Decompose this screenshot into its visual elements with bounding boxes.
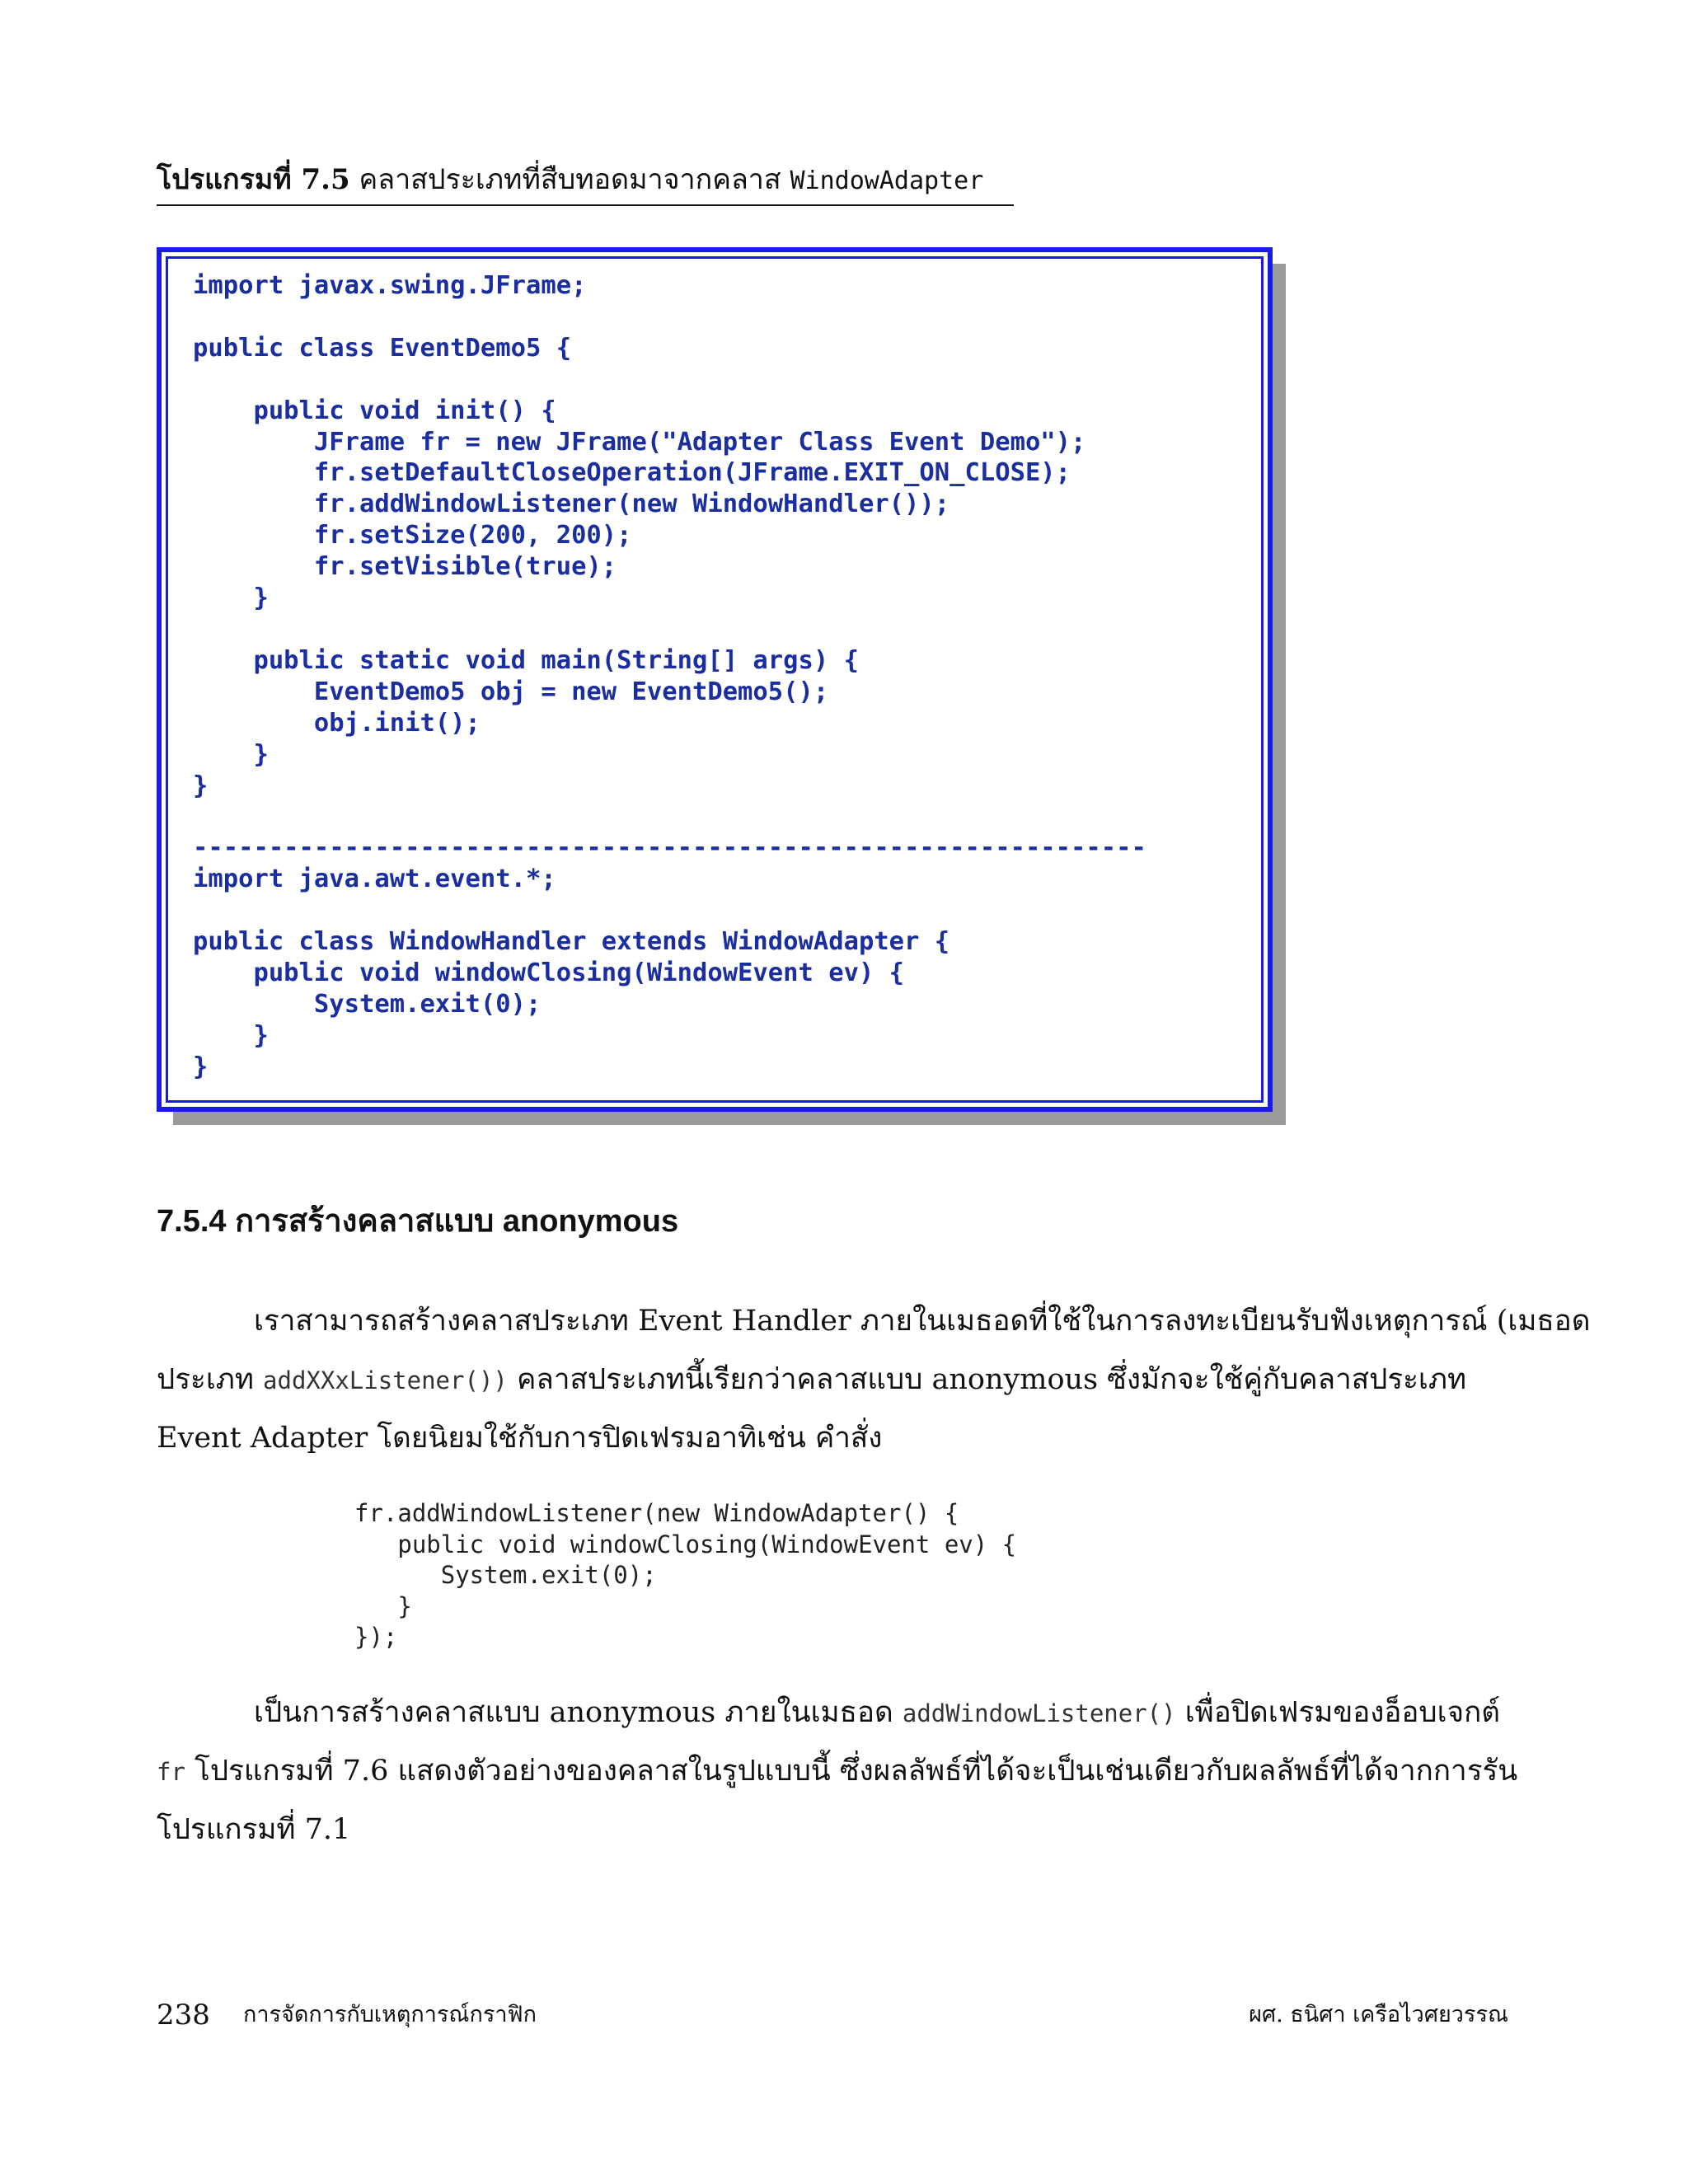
code-line: public static void main(String[] args) { xyxy=(193,645,859,675)
code-line: } xyxy=(193,1052,209,1081)
paragraph-2-line-2 xyxy=(157,1742,1525,1801)
paragraph-2 xyxy=(157,1684,1525,1859)
inline-code-method: addWindowListener() xyxy=(902,1699,1176,1727)
paragraph-2-line-3: โปรแกรมที่ 7.1 xyxy=(157,1813,351,1846)
code-line: } xyxy=(193,739,269,769)
caption-code: WindowAdapter xyxy=(790,166,984,195)
paragraph-2-line-1-text-a: เป็นการสร้างคลาสแบบ anonymous ภายในเมธอด xyxy=(254,1696,903,1729)
code-listing-box xyxy=(157,247,1273,1112)
code-line: fr.addWindowListener(new WindowHandler()); xyxy=(193,490,950,519)
inline-code-line: public void windowClosing(WindowEvent ev) { xyxy=(354,1530,1017,1558)
code-line: JFrame fr = new JFrame("Adapter Class Event Demo"); xyxy=(193,427,1086,457)
code-line: import javax.swing.JFrame; xyxy=(193,271,587,300)
code-line: } xyxy=(193,771,209,800)
inline-code-line: System.exit(0); xyxy=(354,1561,657,1589)
code-line: fr.setVisible(true); xyxy=(193,552,617,582)
paragraph-1-line-1: เราสามารถสร้างคลาสประเภท Event Handler ภายในเมธอดที่ใช้ในการลงทะเบียนรับฟังเหตุการณ์ (เมธอด xyxy=(254,1305,1591,1338)
paragraph-2-line-2-text: โปรแกรมที่ 7.6 แสดงตัวอย่างของคลาสในรูปแบบนี้ ซึ่งผลลัพธ์ที่ได้จะเป็นเช่นเดียวกับผลลัพธ์ที่ได้จากการรัน xyxy=(185,1755,1518,1788)
code-line: obj.init(); xyxy=(193,708,481,738)
paragraph-1 xyxy=(157,1292,1591,1468)
inline-code-listener: addXXxListener()) xyxy=(263,1366,508,1394)
caption-label: โปรแกรมที่ 7.5 xyxy=(157,163,350,196)
paragraph-1-line-3: Event Adapter โดยนิยมใช้กับการปิดเฟรมอาทิเช่น คำสั่ง xyxy=(157,1422,883,1455)
section-heading: 7.5.4 การสร้างคลาสแบบ anonymous xyxy=(157,1204,679,1239)
code-line: fr.setSize(200, 200); xyxy=(193,521,632,551)
page-number: 238 xyxy=(157,1999,210,2032)
paragraph-2-line-1-text-b: เพื่อปิดเฟรมของอ็อบเจกต์ xyxy=(1175,1696,1501,1729)
inline-code-line: }); xyxy=(354,1623,398,1651)
inline-code-fr: fr xyxy=(157,1758,185,1786)
inline-code-snippet xyxy=(354,1498,1016,1653)
figure-caption xyxy=(157,157,1014,206)
code-line: public class EventDemo5 { xyxy=(193,333,572,363)
code-line: --------------------------------------------------------------- xyxy=(193,833,1146,863)
paragraph-1-line-2-text-a: ประเภท xyxy=(157,1363,264,1396)
code-listing xyxy=(193,270,1146,1083)
inline-code-line: fr.addWindowListener(new WindowAdapter() { xyxy=(354,1499,959,1527)
paragraph-2-line-1 xyxy=(157,1684,1525,1742)
inline-code-line: } xyxy=(354,1591,412,1620)
code-line: import java.awt.event.*; xyxy=(193,865,556,894)
code-line: public class WindowHandler extends WindowAdapter { xyxy=(193,927,950,957)
page-footer xyxy=(157,1994,1508,2036)
code-line: EventDemo5 obj = new EventDemo5(); xyxy=(193,677,829,706)
code-line: public void init() { xyxy=(193,396,556,425)
code-line: System.exit(0); xyxy=(193,989,542,1019)
code-line: public void windowClosing(WindowEvent ev) { xyxy=(193,958,905,987)
paragraph-1-line-2-text-b: คลาสประเภทนี้เรียกว่าคลาสแบบ anonymous ซึ่งมักจะใช้คู่กับคลาสประเภท xyxy=(507,1363,1467,1396)
paragraph-1-line-2 xyxy=(157,1351,1525,1409)
code-line: fr.setDefaultCloseOperation(JFrame.EXIT_ON_CLOSE); xyxy=(193,458,1071,488)
footer-author: ผศ. ธนิศา เครือไวศยวรรณ xyxy=(1249,2002,1508,2027)
caption-text: คลาสประเภทที่สืบทอดมาจากคลาส xyxy=(349,163,790,196)
code-line: } xyxy=(193,583,269,613)
footer-book-title: การจัดการกับเหตุการณ์กราฟิก xyxy=(243,2002,537,2027)
code-line: } xyxy=(193,1020,269,1050)
